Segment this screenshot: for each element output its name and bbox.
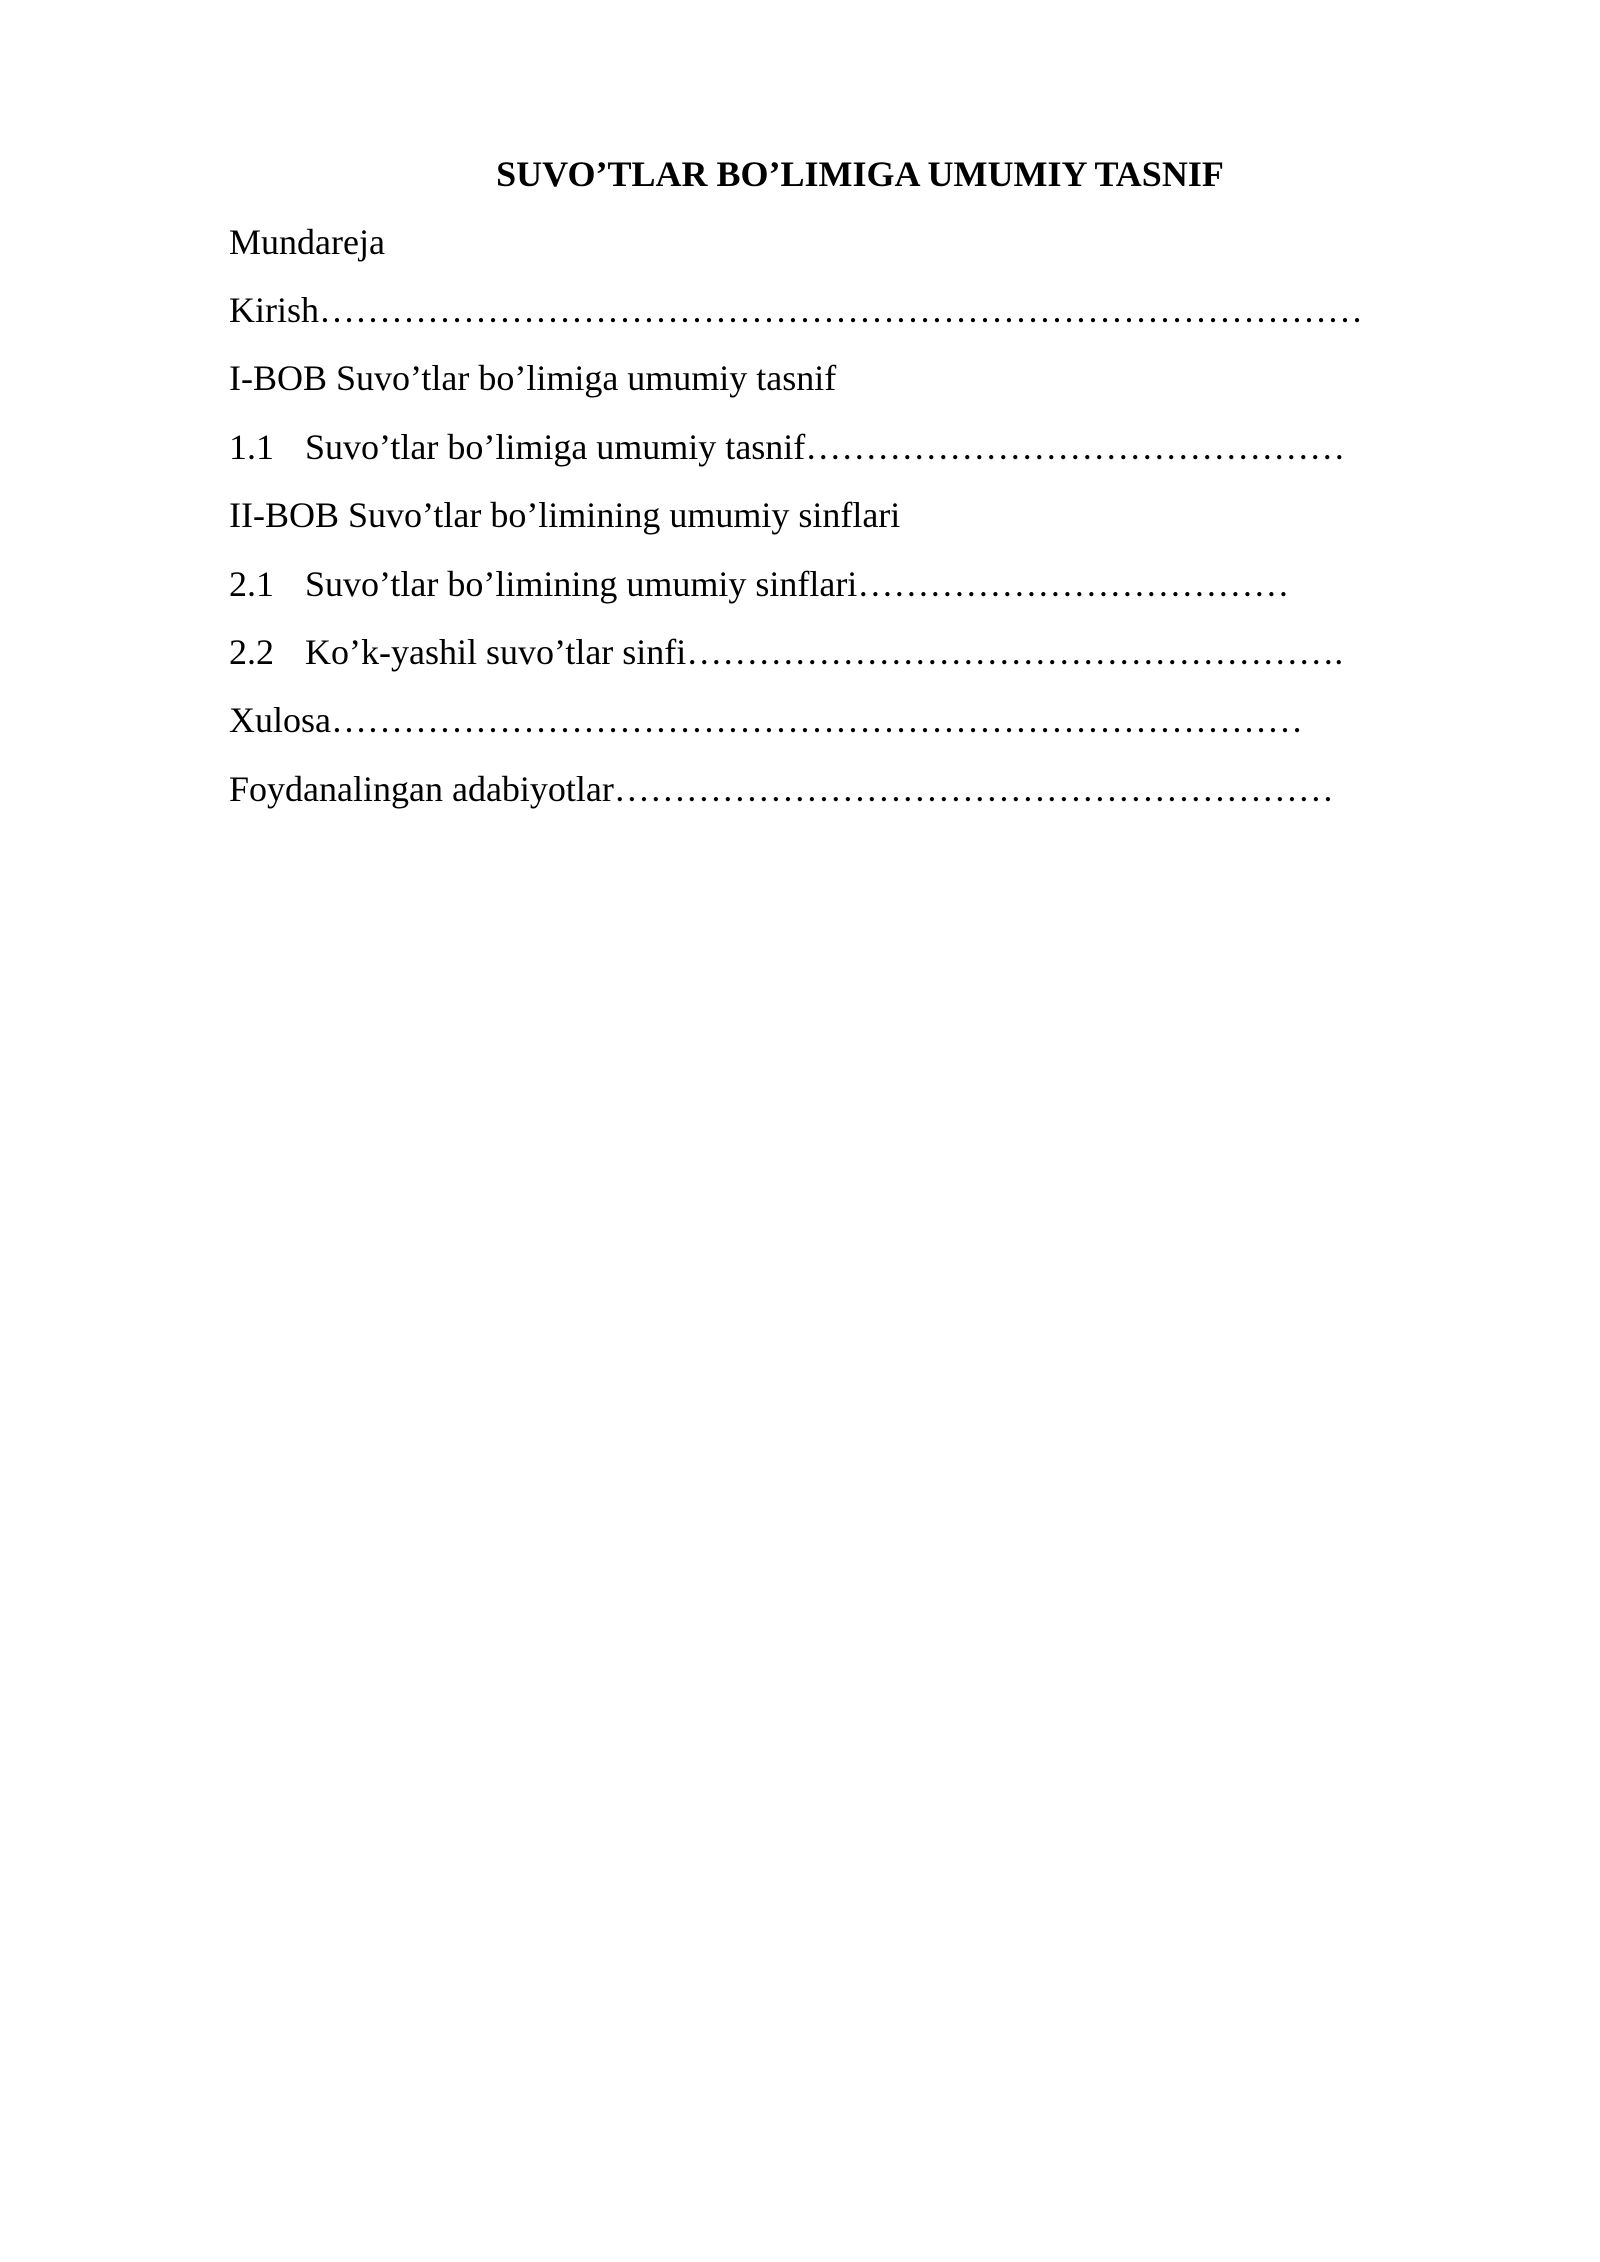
- toc-entry-text: Ko’k-yashil suvo’tlar sinfi: [305, 632, 687, 672]
- toc-entry-text: Suvo’tlar bo’limining umumiy sinflari: [305, 564, 858, 604]
- toc-leader-dots: ……………………………………………………………………………: [319, 290, 1363, 330]
- toc-leader-dots: ………………………………: [857, 564, 1290, 604]
- toc-entry-number: 2.2: [229, 632, 274, 672]
- toc-entry-number: 2.1: [229, 564, 274, 604]
- toc-entry-adabiyotlar: [229, 767, 1334, 811]
- toc-entry-text: Foydanalingan adabiyotlar: [229, 769, 614, 809]
- toc-heading: Mundareja: [229, 222, 385, 262]
- toc-leader-dots: ………………………………………………………………………: [331, 700, 1303, 740]
- toc-entry-chapter-1: [229, 356, 836, 400]
- toc-entry-2-1: [229, 562, 1289, 606]
- toc-entry-text: II-BOB Suvo’tlar bo’limining umumiy sinflari: [229, 495, 901, 535]
- toc-leader-dots: ………………………………………: [805, 427, 1346, 467]
- toc-leader-dots: ……………………………………………….: [686, 632, 1344, 672]
- toc-entry-xulosa: [229, 698, 1303, 742]
- toc-entry-kirish: [229, 288, 1363, 332]
- toc-entry-text: Xulosa: [229, 700, 331, 740]
- toc-entry-chapter-2: [229, 493, 900, 537]
- document-title: SUVO’TLAR BO’LIMIGA UMUMIY TASNIF: [496, 154, 1224, 194]
- toc-entry-2-2: [229, 630, 1343, 674]
- toc-entry-text: I-BOB Suvo’tlar bo’limiga umumiy tasnif: [229, 358, 837, 398]
- toc-leader-dots: ……………………………………………………: [613, 769, 1334, 809]
- toc-entry-text: Kirish: [229, 290, 319, 330]
- toc-entry-1-1: [229, 425, 1345, 469]
- toc-entry-text: Suvo’tlar bo’limiga umumiy tasnif: [305, 427, 806, 467]
- toc-entry-number: 1.1: [229, 427, 274, 467]
